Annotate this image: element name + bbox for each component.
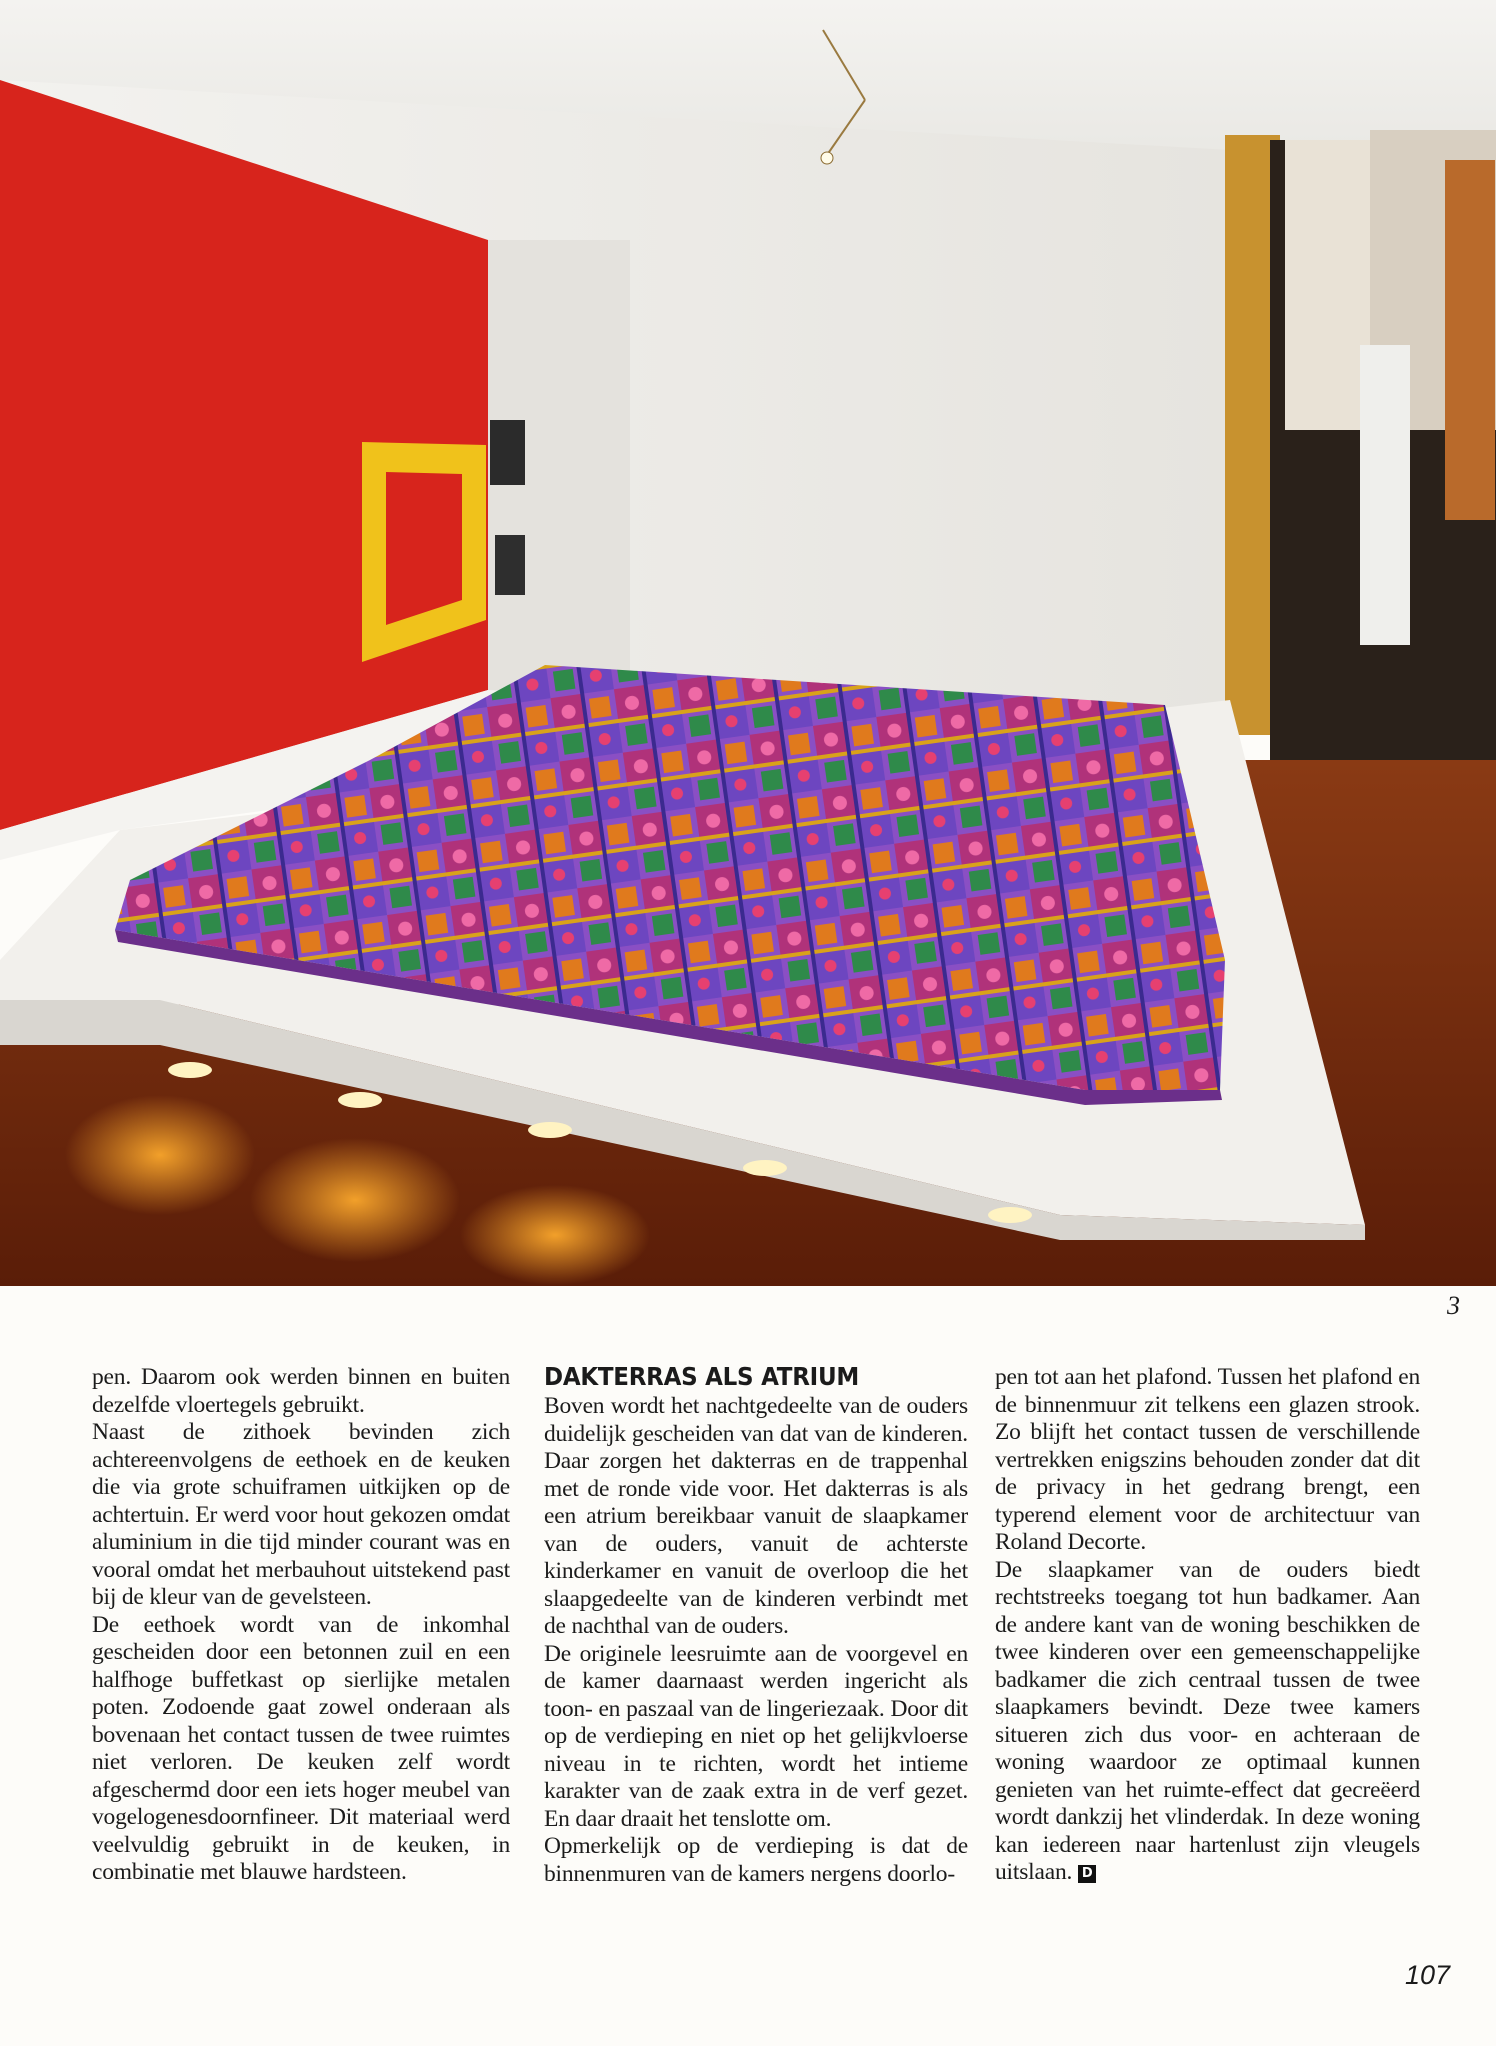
article-column-3 (995, 1364, 1420, 1887)
article-column-1 (92, 1364, 510, 1887)
ceiling-lamp (821, 152, 833, 164)
paragraph (995, 1557, 1420, 1887)
paragraph: Naast de zithoek bevinden zich achtereenvolgens de eethoek en de keuken die via grote schuiframen uitkijken op de achtertuin. Er werd voor hout gekozen omdat aluminium in die tijd minder courant was en vooral omdat het merbauhout uitstekend past bij de kleur van de gevelsteen. (92, 1419, 510, 1610)
section-heading: DAKTERRAS ALS ATRIUM (544, 1362, 859, 1391)
end-mark-icon: D (1078, 1865, 1096, 1883)
paragraph: Boven wordt het nachtgedeelte van de ouders duidelijk gescheiden van dat van de kinderen. Daar zorgen het dakterras en de trappenhal met de ronde vide voor. Het dakterras is als een atrium bereikbaar vanuit de slaapkamer van de ouders, vanuit de achterste kinderkamer en vanuit de overloop die het slaapgedeelte van de kinderen verbindt met de nachthal van de ouders. (544, 1393, 968, 1639)
shelf-books-2 (495, 535, 525, 595)
paragraph: pen tot aan het plafond. Tussen het plafond en de binnenmuur zit telkens een glazen strook. Zo blijft het contact tussen de verschillende vertrekken enigszins behouden zonder dat dit de privacy in het gedrang brengt, een typerend element voor de architectuur van Roland Decorte. (995, 1364, 1420, 1555)
article-column-2 (544, 1362, 968, 1888)
paragraph: Opmerkelijk op de verdieping is dat de binnenmuren van de kamers nergens doorlo- (544, 1833, 968, 1887)
shelf-books-1 (490, 420, 525, 485)
paragraph: De eethoek wordt van de inkomhal gescheiden door een betonnen zuil en een halfhoge buffetkast op sierlijke metalen poten. Zodoende gaat zowel onderaan als bovenaan het contact tussen de twee ruimtes niet verloren. De keuken zelf wordt afgeschermd door een iets hoger meubel van vogelogenesdoornfineer. Dit materiaal werd veelvuldig gebruikt in de keuken, in combinatie met blauwe hardsteen. (92, 1611, 510, 1885)
page-number: 107 (1404, 1960, 1450, 1990)
paragraph: De originele leesruimte aan de voorgevel en de kamer daarnaast werden ingericht als toon- en paszaal van de lingeriezaak. Door dit op de verdieping en niet op het gelijkvloerse niveau in te richten, wordt het intieme karakter van de zaak extra in de verf gezet. En daar draait het tenslotte om. (544, 1640, 968, 1832)
photo-caption-number: 3 (1447, 1291, 1460, 1320)
paragraph-text: De slaapkamer van de ouders biedt rechtstreeks toegang tot hun badkamer. Aan de andere kant van de woning beschikken de twee kinderen over een gemeenschappelijke badkamer die zich centraal tussen de twee slaapkamers bevindt. Deze twee kamers situeren zich dus voor- en achteraan de woning waardoor ze optimaal kunnen genieten van het ruimte-effect dat gecreëerd wordt dankzij het vlinderdak. In deze woning kan iedereen naar hartenlust zijn vleugels uitslaan. (995, 1556, 1420, 1885)
paragraph: pen. Daarom ook werden binnen en buiten dezelfde vloertegels gebruikt. (92, 1364, 510, 1418)
